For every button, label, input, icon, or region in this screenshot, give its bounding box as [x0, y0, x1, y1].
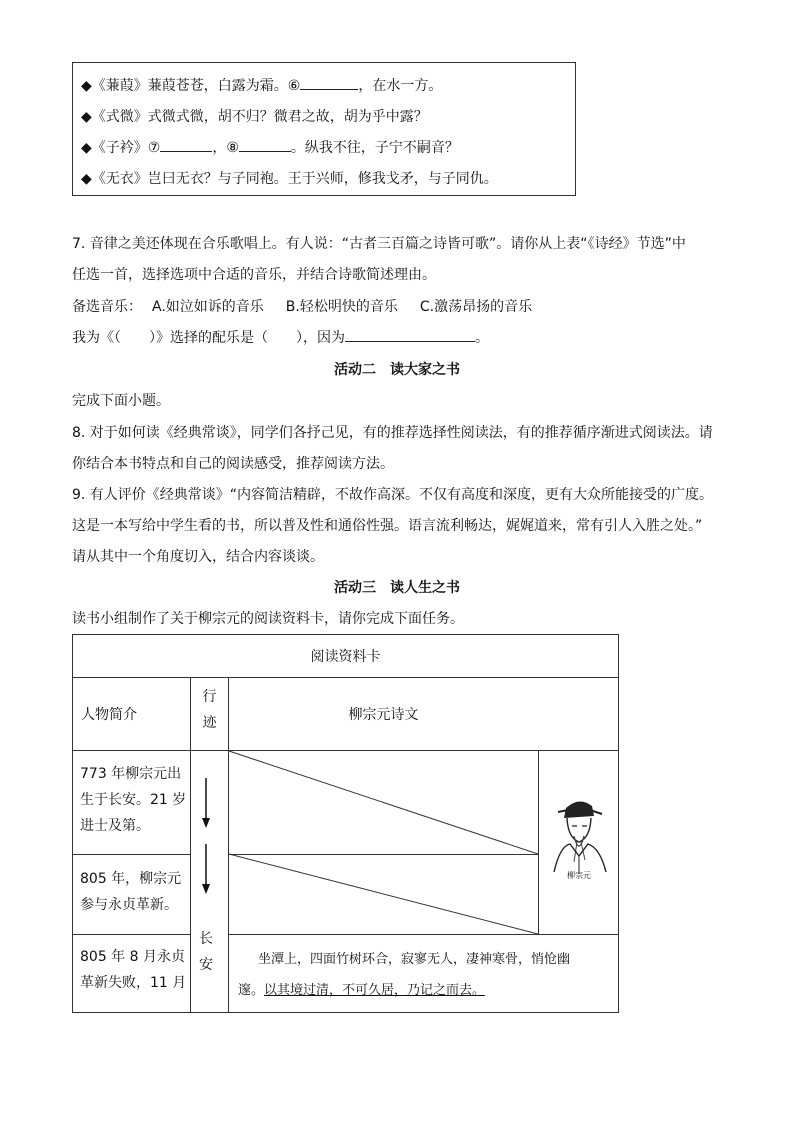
- fill-blank-7[interactable]: [160, 137, 212, 152]
- col-header-profile: 人物简介: [81, 707, 137, 723]
- table-rule: [72, 934, 190, 935]
- excerpt-plain: 邃。: [238, 983, 265, 998]
- table-rule: [72, 677, 619, 678]
- q7-prompt-line1: 7. 音律之美还体现在合乐歌唱上。有人说：“古者三百篇之诗皆可歌”。请你从上表“《诗经》节选”中: [72, 236, 686, 252]
- option-a: A.如泣如诉的音乐: [152, 299, 264, 315]
- col-header-track: [191, 684, 228, 736]
- table-border: [72, 634, 73, 1013]
- profile-row-1: [80, 761, 186, 839]
- poem-line-jianjia: [81, 75, 442, 95]
- card-title: 阅读资料卡: [310, 649, 381, 665]
- col-header-track-char: 迹: [202, 715, 217, 731]
- track-arrows: [191, 774, 228, 934]
- profile-text: 参与永贞革新。: [80, 897, 178, 913]
- poem-line-zijin: [81, 137, 459, 157]
- excerpt-line-1: 坐潭上，四面竹树环合，寂寥无人，凄神寒骨，悄怆幽: [258, 952, 571, 967]
- reading-card-table: [72, 634, 619, 1013]
- fill-blank-8[interactable]: [239, 137, 291, 152]
- q8-line2: 你结合本书特点和自己的阅读感受，推荐阅读方法。: [72, 456, 394, 472]
- activity2-heading: 活动二 读大家之书: [334, 362, 460, 378]
- table-rule: [72, 854, 190, 855]
- profile-text: 805 年，柳宗元: [80, 871, 182, 887]
- excerpt-underlined: 以其境过清，不可久居，乃记之而去。: [264, 983, 486, 998]
- table-border: [72, 634, 619, 635]
- down-arrow-icon: [202, 844, 210, 894]
- answer-prompt: 我为《（ ）》选择的配乐是（ ），因为: [72, 330, 345, 346]
- profile-row-2: [80, 866, 181, 918]
- poem-excerpt-box: [72, 62, 576, 196]
- q7-options: [72, 296, 532, 318]
- profile-text: 生于长安。21 岁: [80, 792, 187, 808]
- track-place: [191, 926, 221, 978]
- activity3-intro: 读书小组制作了关于柳宗元的阅读资料卡，请你完成下面任务。: [72, 611, 464, 627]
- profile-text: 773 年柳宗元出: [80, 766, 182, 782]
- q7-prompt-line2: 任选一首，选择选项中合适的音乐，并结合诗歌简述理由。: [72, 267, 436, 283]
- poem-line-text: ，⑧: [212, 140, 239, 156]
- q9-line1: 9. 有人评价《经典常谈》“内容简洁精辟，不故作高深。不仅有高度和深度，更有大众所能接受的广度。: [72, 487, 714, 503]
- col-header-works: 柳宗元诗文: [348, 707, 419, 723]
- poem-line-text: ◆《蒹葭》蒹葭苍苍，白露为霜。⑥: [81, 78, 301, 94]
- profile-text: 革新失败，11 月: [80, 975, 187, 991]
- profile-text: 进士及第。: [80, 818, 150, 834]
- profile-text: 805 年 8 月永贞: [80, 949, 185, 965]
- excerpt-line-2: [238, 978, 485, 1004]
- poem-line-shiwei: [81, 106, 428, 126]
- poem-line-text: 。纵我不往，子宁不嗣音？: [290, 140, 459, 156]
- diagonal-lines: [228, 750, 539, 935]
- portrait-caption: 柳宗元: [567, 871, 591, 880]
- profile-row-3: [80, 944, 186, 996]
- q9-line3: 请从其中一个角度切入，结合内容谈谈。: [72, 549, 324, 565]
- q7-answer-line: [72, 327, 489, 349]
- table-border: [618, 634, 619, 1013]
- down-arrow-icon: [202, 778, 210, 828]
- poem-line-wuyi: [81, 168, 498, 188]
- table-border: [72, 1012, 619, 1013]
- poem-line-text: ，在水一方。: [358, 78, 443, 94]
- q8-line1: 8. 对于如何读《经典常谈》，同学们各抒己见，有的推荐选择性阅读法，有的推荐循序渐进式阅读法。请: [72, 425, 713, 441]
- options-label: 备选音乐：: [72, 299, 142, 315]
- option-b: B.轻松明快的音乐: [285, 299, 398, 315]
- q9-line2: 这是一本写给中学生看的书，所以普及性和通俗性强。语言流利畅达，娓娓道来，常有引人入胜之处。”: [72, 518, 703, 534]
- poem-line-text: ◆《式微》式微式微，胡不归？微君之故，胡为乎中露？: [81, 109, 428, 125]
- track-place-char: 长: [199, 931, 213, 947]
- col-header-track-char: 行: [202, 689, 217, 705]
- poem-line-text: ◆《子衿》⑦: [81, 140, 161, 156]
- option-c: C.激荡昂扬的音乐: [419, 299, 533, 315]
- answer-end: 。: [475, 330, 489, 346]
- activity3-heading: 活动三 读人生之书: [334, 580, 460, 596]
- answer-blank[interactable]: [345, 327, 475, 342]
- fill-blank-6[interactable]: [300, 75, 358, 90]
- activity2-intro: 完成下面小题。: [72, 393, 170, 409]
- poem-line-text: ◆《无衣》岂曰无衣？与子同袍。王于兴师，修我戈矛，与子同仇。: [81, 171, 498, 187]
- track-place-char: 安: [199, 957, 213, 973]
